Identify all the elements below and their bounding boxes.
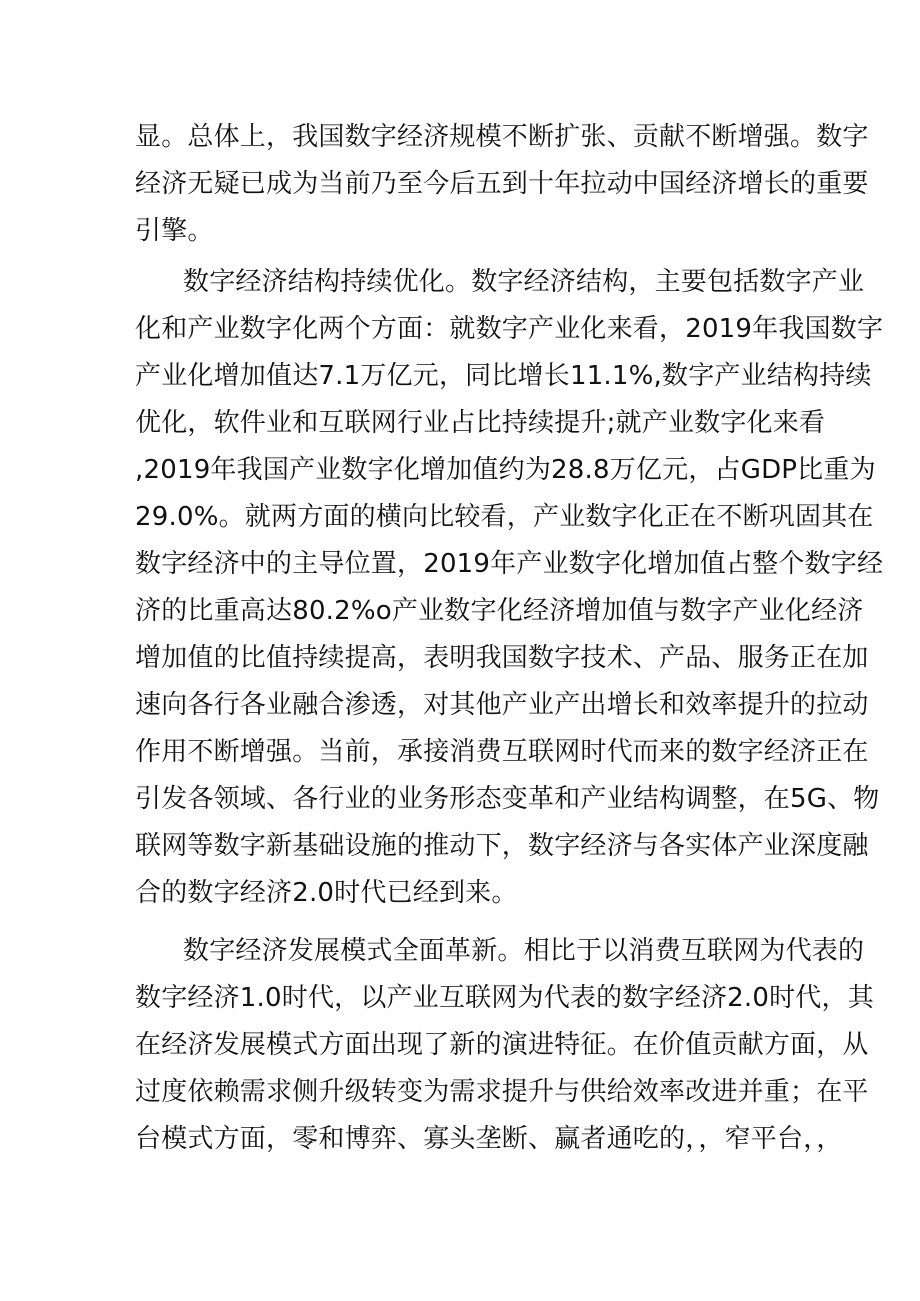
text-line: ,2019年我国产业数字化增加值约为28.8万亿元，占GDP比重为 bbox=[135, 455, 876, 485]
text-line: 数字经济1.0时代，以产业互联网为代表的数字经济2.0时代，其 bbox=[135, 983, 874, 1013]
text-line: 增加值的比值持续提高，表明我国数字技术、产品、服务正在加 bbox=[135, 643, 869, 673]
text-line: 引擎。 bbox=[135, 216, 214, 246]
text-line: 引发各领域、各行业的业务形态变革和产业结构调整，在5G、物 bbox=[135, 784, 880, 814]
text-line: 速向各行各业融合渗透，对其他产业产出增长和效率提升的拉动 bbox=[135, 690, 869, 720]
text-line: 合的数字经济2.0时代已经到来。 bbox=[135, 878, 518, 908]
text-line: 数字经济中的主导位置，2019年产业数字化增加值占整个数字经 bbox=[135, 549, 884, 579]
text-line: 作用不断增强。当前，承接消费互联网时代而来的数字经济正在 bbox=[135, 737, 869, 767]
paragraph-first-line: 数字经济发展模式全面革新。相比于以消费互联网为代表的 bbox=[183, 936, 865, 966]
text-line: 优化，软件业和互联网行业占比持续提升;就产业数字化来看 bbox=[135, 408, 826, 438]
text-line: 29.0%。就两方面的横向比较看，产业数字化正在不断巩固其在 bbox=[135, 502, 874, 532]
text-line: 化和产业数字化两个方面：就数字产业化来看，2019年我国数字 bbox=[135, 314, 884, 344]
text-line: 显。总体上，我国数字经济规模不断扩张、贡献不断增强。数字 bbox=[135, 122, 869, 152]
paragraph-first-line: 数字经济结构持续优化。数字经济结构，主要包括数字产业 bbox=[183, 267, 865, 297]
text-line: 经济无疑已成为当前乃至今后五到十年拉动中国经济增长的重要 bbox=[135, 169, 869, 199]
text-line: 济的比重高达80.2%o产业数字化经济增加值与数字产业化经济 bbox=[135, 596, 864, 626]
text-line: 在经济发展模式方面出现了新的演进特征。在价值贡献方面，从 bbox=[135, 1030, 869, 1060]
text-line: 台模式方面，零和博弈、寡头垄断、赢者通吃的，，窄平台，， bbox=[135, 1124, 843, 1154]
text-line: 联网等数字新基础设施的推动下，数字经济与各实体产业深度融 bbox=[135, 831, 869, 861]
text-line: 产业化增加值达7.1万亿元，同比增长11.1%,数字产业结构持续 bbox=[135, 361, 872, 391]
text-line: 过度依赖需求侧升级转变为需求提升与供给效率改进并重；在平 bbox=[135, 1077, 869, 1107]
